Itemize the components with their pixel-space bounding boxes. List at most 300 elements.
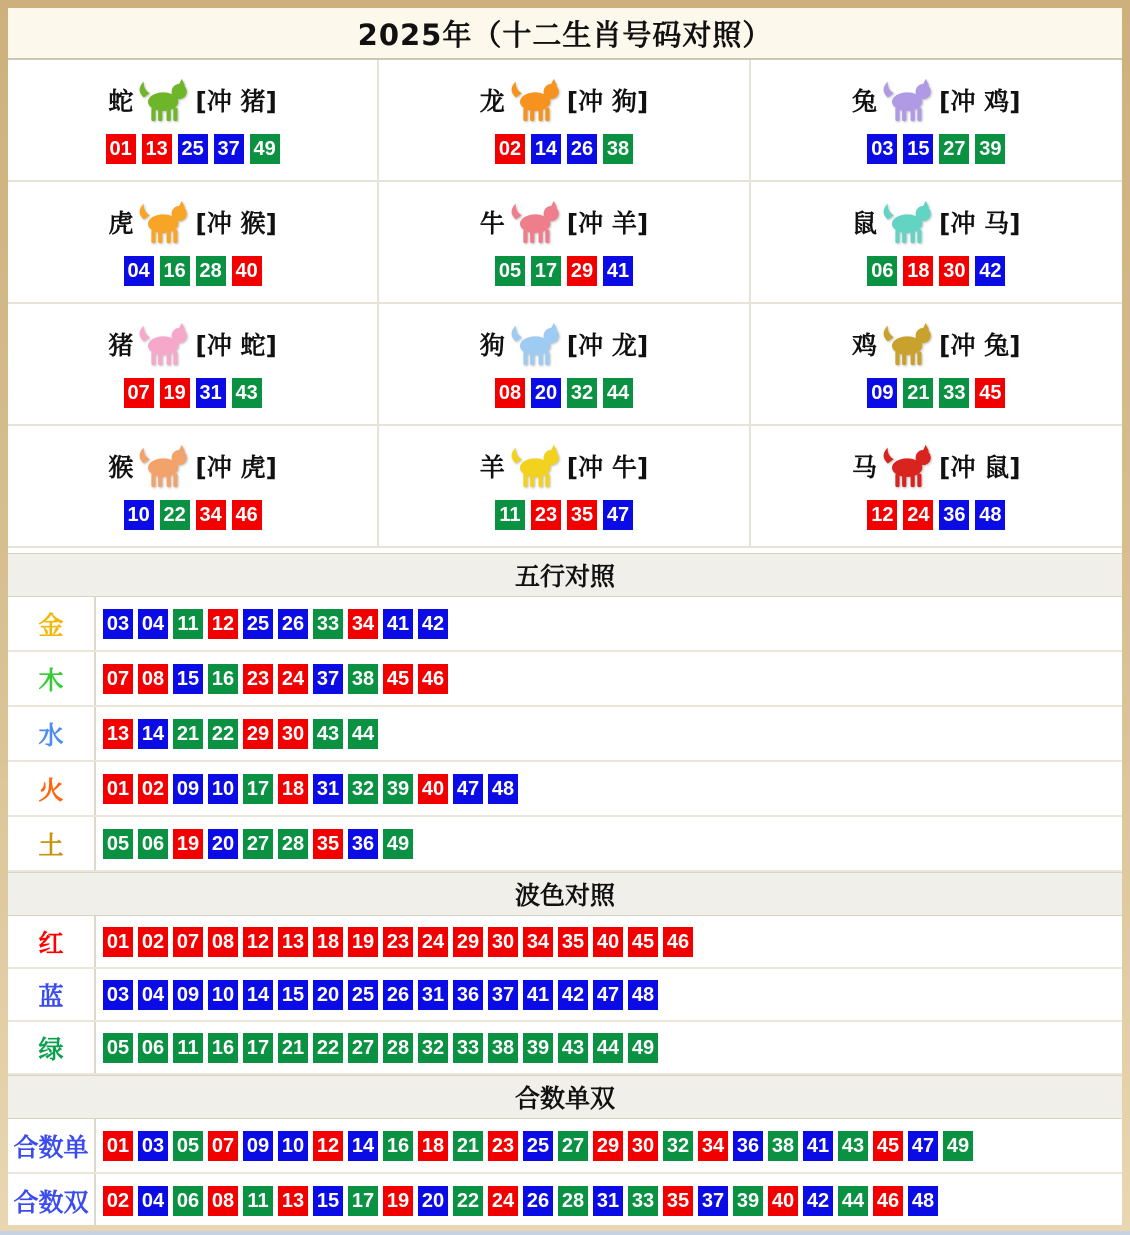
row-balls [96, 969, 658, 1020]
number-ball: 26 [383, 980, 413, 1010]
number-ball: 11 [243, 1186, 273, 1216]
number-ball: 48 [488, 774, 518, 804]
number-ball: 16 [208, 664, 238, 694]
number-ball: 46 [418, 664, 448, 694]
number-ball: 38 [603, 134, 633, 164]
number-ball: 19 [173, 829, 203, 859]
row-balls [96, 707, 378, 760]
sum-odd-even-section [8, 1075, 1122, 1225]
zodiac-cell [751, 182, 1122, 304]
zodiac-animal-name: 龙 [479, 86, 505, 116]
number-ball: 37 [214, 134, 244, 164]
wave-color-section [8, 872, 1122, 1075]
section-rows [8, 1119, 1122, 1225]
number-ball: 42 [418, 609, 448, 639]
number-ball: 05 [103, 829, 133, 859]
zodiac-animal-line [108, 199, 277, 245]
number-ball: 45 [383, 664, 413, 694]
zodiac-animal-name: 牛 [479, 208, 505, 238]
number-ball: 09 [173, 774, 203, 804]
row-label: 合数单 [8, 1119, 96, 1172]
number-ball: 20 [208, 829, 238, 859]
number-ball: 23 [383, 927, 413, 957]
category-row [8, 1022, 1122, 1075]
number-ball: 04 [138, 1186, 168, 1216]
number-ball: 13 [103, 719, 133, 749]
number-ball: 03 [867, 134, 897, 164]
number-ball: 12 [243, 927, 273, 957]
number-ball: 10 [124, 500, 154, 530]
number-ball: 26 [523, 1186, 553, 1216]
number-ball: 42 [803, 1186, 833, 1216]
number-ball: 43 [232, 378, 262, 408]
category-row [8, 817, 1122, 872]
number-ball: 23 [488, 1131, 518, 1161]
number-ball: 28 [278, 829, 308, 859]
zodiac-ball-row [867, 134, 1005, 164]
number-ball: 32 [418, 1033, 448, 1063]
zodiac-animal-line [480, 77, 649, 123]
number-ball: 18 [903, 256, 933, 286]
number-ball: 01 [103, 774, 133, 804]
number-ball: 48 [628, 980, 658, 1010]
number-ball: 45 [975, 378, 1005, 408]
number-ball: 04 [138, 609, 168, 639]
number-ball: 36 [453, 980, 483, 1010]
number-ball: 35 [313, 829, 343, 859]
number-ball: 49 [628, 1033, 658, 1063]
number-ball: 21 [173, 719, 203, 749]
number-ball: 30 [488, 927, 518, 957]
number-ball: 49 [250, 134, 280, 164]
category-row [8, 1174, 1122, 1225]
tiger-icon [136, 199, 192, 245]
number-ball: 17 [243, 774, 273, 804]
zodiac-cell [751, 426, 1122, 548]
row-balls [96, 1174, 938, 1225]
row-label: 绿 [8, 1022, 96, 1073]
number-ball: 39 [383, 774, 413, 804]
section-header: 合数单双 [8, 1075, 1122, 1119]
number-ball: 28 [196, 256, 226, 286]
number-ball: 43 [313, 719, 343, 749]
zodiac-ball-row [495, 500, 633, 530]
number-ball: 49 [383, 829, 413, 859]
number-ball: 31 [196, 378, 226, 408]
number-ball: 39 [523, 1033, 553, 1063]
zodiac-ball-row [124, 500, 262, 530]
zodiac-cell [8, 182, 379, 304]
horse-icon [880, 443, 936, 489]
zodiac-animal-line [852, 77, 1021, 123]
number-ball: 34 [348, 609, 378, 639]
zodiac-animal-name: 狗 [479, 330, 505, 360]
zodiac-cell [8, 60, 379, 182]
number-ball: 41 [603, 256, 633, 286]
zodiac-animal-name: 虎 [108, 208, 134, 238]
row-balls [96, 916, 693, 967]
row-label: 火 [8, 762, 96, 815]
number-ball: 46 [873, 1186, 903, 1216]
section-rows [8, 916, 1122, 1075]
monkey-icon [136, 443, 192, 489]
number-ball: 03 [138, 1131, 168, 1161]
number-ball: 22 [160, 500, 190, 530]
number-ball: 42 [558, 980, 588, 1010]
number-ball: 05 [495, 256, 525, 286]
row-label: 土 [8, 817, 96, 870]
number-ball: 20 [418, 1186, 448, 1216]
number-ball: 28 [383, 1033, 413, 1063]
row-label: 红 [8, 916, 96, 967]
number-ball: 12 [313, 1131, 343, 1161]
number-ball: 30 [628, 1131, 658, 1161]
number-ball: 24 [278, 664, 308, 694]
number-ball: 11 [173, 1033, 203, 1063]
number-ball: 33 [313, 609, 343, 639]
number-ball: 14 [243, 980, 273, 1010]
number-ball: 38 [488, 1033, 518, 1063]
number-ball: 14 [348, 1131, 378, 1161]
zodiac-clash-label: [冲 兔] [939, 330, 1021, 360]
number-ball: 25 [243, 609, 273, 639]
zodiac-animal-line [852, 321, 1021, 367]
number-ball: 36 [939, 500, 969, 530]
zodiac-ball-row [495, 378, 633, 408]
zodiac-animal-line [480, 321, 649, 367]
zodiac-animal-name: 马 [852, 452, 878, 482]
number-ball: 03 [103, 609, 133, 639]
zodiac-animal-line [108, 443, 277, 489]
number-ball: 02 [138, 927, 168, 957]
category-row [8, 916, 1122, 969]
zodiac-ball-row [495, 134, 633, 164]
number-ball: 29 [243, 719, 273, 749]
number-ball: 10 [208, 774, 238, 804]
number-ball: 34 [698, 1131, 728, 1161]
number-ball: 17 [243, 1033, 273, 1063]
number-ball: 32 [663, 1131, 693, 1161]
number-ball: 16 [208, 1033, 238, 1063]
number-ball: 44 [603, 378, 633, 408]
number-ball: 25 [178, 134, 208, 164]
number-ball: 26 [278, 609, 308, 639]
row-balls [96, 1022, 658, 1073]
number-ball: 31 [593, 1186, 623, 1216]
number-ball: 08 [495, 378, 525, 408]
dragon-icon [508, 77, 564, 123]
number-ball: 20 [313, 980, 343, 1010]
number-ball: 18 [313, 927, 343, 957]
zodiac-animal-line [852, 443, 1021, 489]
row-balls [96, 597, 448, 650]
number-ball: 40 [768, 1186, 798, 1216]
number-ball: 47 [453, 774, 483, 804]
number-ball: 29 [453, 927, 483, 957]
zodiac-cell [379, 182, 750, 304]
number-ball: 02 [138, 774, 168, 804]
number-ball: 18 [278, 774, 308, 804]
number-ball: 13 [278, 927, 308, 957]
number-ball: 03 [103, 980, 133, 1010]
zodiac-ball-row [106, 134, 280, 164]
row-label: 蓝 [8, 969, 96, 1020]
number-ball: 09 [243, 1131, 273, 1161]
zodiac-clash-label: [冲 牛] [566, 452, 649, 482]
number-ball: 07 [124, 378, 154, 408]
number-ball: 19 [383, 1186, 413, 1216]
number-ball: 33 [628, 1186, 658, 1216]
number-ball: 27 [939, 134, 969, 164]
number-ball: 25 [348, 980, 378, 1010]
number-ball: 13 [278, 1186, 308, 1216]
zodiac-cell [379, 426, 750, 548]
row-balls [96, 817, 413, 870]
number-ball: 11 [173, 609, 203, 639]
number-ball: 01 [106, 134, 136, 164]
number-ball: 25 [523, 1131, 553, 1161]
zodiac-clash-label: [冲 狗] [566, 86, 649, 116]
number-ball: 41 [803, 1131, 833, 1161]
number-ball: 14 [138, 719, 168, 749]
row-label: 金 [8, 597, 96, 650]
zodiac-animal-line [108, 77, 277, 123]
zodiac-animal-name: 兔 [852, 86, 878, 116]
row-label: 合数双 [8, 1174, 96, 1225]
number-ball: 24 [903, 500, 933, 530]
number-ball: 07 [103, 664, 133, 694]
number-ball: 36 [348, 829, 378, 859]
dog-icon [508, 321, 564, 367]
number-ball: 27 [243, 829, 273, 859]
number-ball: 39 [733, 1186, 763, 1216]
category-row [8, 597, 1122, 652]
number-ball: 32 [567, 378, 597, 408]
category-row [8, 969, 1122, 1022]
section-header: 波色对照 [8, 872, 1122, 916]
number-ball: 35 [558, 927, 588, 957]
number-ball: 17 [531, 256, 561, 286]
number-ball: 02 [495, 134, 525, 164]
number-ball: 28 [558, 1186, 588, 1216]
number-ball: 34 [196, 500, 226, 530]
zodiac-ball-row [867, 500, 1005, 530]
number-ball: 04 [124, 256, 154, 286]
five-elements-section [8, 553, 1122, 872]
zodiac-animal-name: 鼠 [852, 208, 878, 238]
number-ball: 12 [208, 609, 238, 639]
number-ball: 40 [232, 256, 262, 286]
number-ball: 42 [975, 256, 1005, 286]
number-ball: 38 [768, 1131, 798, 1161]
number-ball: 21 [453, 1131, 483, 1161]
number-ball: 06 [173, 1186, 203, 1216]
number-ball: 31 [418, 980, 448, 1010]
number-ball: 32 [348, 774, 378, 804]
number-ball: 06 [867, 256, 897, 286]
zodiac-clash-label: [冲 虎] [195, 452, 277, 482]
number-ball: 09 [867, 378, 897, 408]
row-balls [96, 652, 448, 705]
zodiac-animal-name: 羊 [479, 452, 505, 482]
category-row [8, 707, 1122, 762]
number-ball: 41 [383, 609, 413, 639]
category-row [8, 652, 1122, 707]
zodiac-clash-label: [冲 羊] [566, 208, 649, 238]
number-ball: 33 [939, 378, 969, 408]
goat-icon [508, 443, 564, 489]
number-ball: 12 [867, 500, 897, 530]
number-ball: 18 [418, 1131, 448, 1161]
number-ball: 24 [418, 927, 448, 957]
number-ball: 10 [208, 980, 238, 1010]
zodiac-animal-name: 猪 [108, 330, 134, 360]
number-ball: 08 [208, 927, 238, 957]
number-ball: 22 [313, 1033, 343, 1063]
zodiac-ball-row [124, 256, 262, 286]
number-ball: 45 [628, 927, 658, 957]
number-ball: 08 [208, 1186, 238, 1216]
number-ball: 46 [232, 500, 262, 530]
number-ball: 14 [531, 134, 561, 164]
number-ball: 13 [142, 134, 172, 164]
number-ball: 08 [138, 664, 168, 694]
number-ball: 19 [348, 927, 378, 957]
number-ball: 46 [663, 927, 693, 957]
page-title: 2025年（十二生肖号码对照） [8, 8, 1122, 60]
number-ball: 43 [558, 1033, 588, 1063]
number-ball: 06 [138, 1033, 168, 1063]
number-ball: 21 [278, 1033, 308, 1063]
zodiac-cell [8, 304, 379, 426]
row-label: 木 [8, 652, 96, 705]
zodiac-clash-label: [冲 猴] [195, 208, 277, 238]
number-ball: 10 [278, 1131, 308, 1161]
category-row [8, 1119, 1122, 1174]
snake-icon [136, 77, 192, 123]
zodiac-ball-row [124, 378, 262, 408]
number-ball: 24 [488, 1186, 518, 1216]
number-ball: 01 [103, 927, 133, 957]
number-ball: 41 [523, 980, 553, 1010]
row-balls [96, 762, 518, 815]
section-rows [8, 597, 1122, 872]
number-ball: 44 [348, 719, 378, 749]
zodiac-ball-row [867, 256, 1005, 286]
number-ball: 49 [943, 1131, 973, 1161]
category-sections [8, 553, 1122, 1225]
number-ball: 35 [567, 500, 597, 530]
number-ball: 40 [418, 774, 448, 804]
zodiac-cell [8, 426, 379, 548]
number-ball: 37 [313, 664, 343, 694]
rat-icon [880, 199, 936, 245]
number-ball: 37 [488, 980, 518, 1010]
number-ball: 07 [173, 927, 203, 957]
zodiac-animal-line [852, 199, 1021, 245]
rabbit-icon [880, 77, 936, 123]
zodiac-cell [751, 304, 1122, 426]
number-ball: 23 [531, 500, 561, 530]
zodiac-animal-line [108, 321, 277, 367]
number-ball: 16 [383, 1131, 413, 1161]
number-ball: 48 [975, 500, 1005, 530]
number-ball: 21 [903, 378, 933, 408]
number-ball: 43 [838, 1131, 868, 1161]
zodiac-clash-label: [冲 龙] [566, 330, 649, 360]
number-ball: 45 [873, 1131, 903, 1161]
number-ball: 47 [603, 500, 633, 530]
zodiac-clash-label: [冲 鼠] [939, 452, 1021, 482]
zodiac-cell [379, 60, 750, 182]
number-ball: 31 [313, 774, 343, 804]
number-ball: 47 [908, 1131, 938, 1161]
number-ball: 30 [939, 256, 969, 286]
zodiac-animal-line [480, 443, 649, 489]
number-ball: 15 [173, 664, 203, 694]
section-header: 五行对照 [8, 553, 1122, 597]
number-ball: 48 [908, 1186, 938, 1216]
number-ball: 44 [593, 1033, 623, 1063]
zodiac-clash-label: [冲 马] [939, 208, 1021, 238]
zodiac-cell [379, 304, 750, 426]
number-ball: 29 [593, 1131, 623, 1161]
number-ball: 22 [453, 1186, 483, 1216]
number-ball: 05 [103, 1033, 133, 1063]
zodiac-ball-row [495, 256, 633, 286]
zodiac-animal-name: 蛇 [108, 86, 134, 116]
zodiac-animal-name: 猴 [108, 452, 134, 482]
number-ball: 16 [160, 256, 190, 286]
number-ball: 01 [103, 1131, 133, 1161]
number-ball: 38 [348, 664, 378, 694]
number-ball: 11 [495, 500, 525, 530]
zodiac-clash-label: [冲 猪] [195, 86, 277, 116]
number-ball: 07 [208, 1131, 238, 1161]
number-ball: 27 [348, 1033, 378, 1063]
number-ball: 36 [733, 1131, 763, 1161]
row-balls [96, 1119, 973, 1172]
number-ball: 30 [278, 719, 308, 749]
number-ball: 15 [278, 980, 308, 1010]
zodiac-animal-line [480, 199, 649, 245]
number-ball: 40 [593, 927, 623, 957]
ox-icon [508, 199, 564, 245]
number-ball: 23 [243, 664, 273, 694]
number-ball: 44 [838, 1186, 868, 1216]
zodiac-animal-name: 鸡 [852, 330, 878, 360]
number-ball: 20 [531, 378, 561, 408]
number-ball: 02 [103, 1186, 133, 1216]
number-ball: 22 [208, 719, 238, 749]
zodiac-grid [8, 60, 1122, 548]
number-ball: 26 [567, 134, 597, 164]
number-ball: 05 [173, 1131, 203, 1161]
number-ball: 19 [160, 378, 190, 408]
number-ball: 29 [567, 256, 597, 286]
number-ball: 47 [593, 980, 623, 1010]
number-ball: 37 [698, 1186, 728, 1216]
zodiac-clash-label: [冲 鸡] [939, 86, 1021, 116]
number-ball: 39 [975, 134, 1005, 164]
zodiac-number-chart [8, 8, 1122, 1225]
number-ball: 35 [663, 1186, 693, 1216]
number-ball: 17 [348, 1186, 378, 1216]
zodiac-ball-row [867, 378, 1005, 408]
category-row [8, 762, 1122, 817]
zodiac-cell [751, 60, 1122, 182]
number-ball: 15 [313, 1186, 343, 1216]
